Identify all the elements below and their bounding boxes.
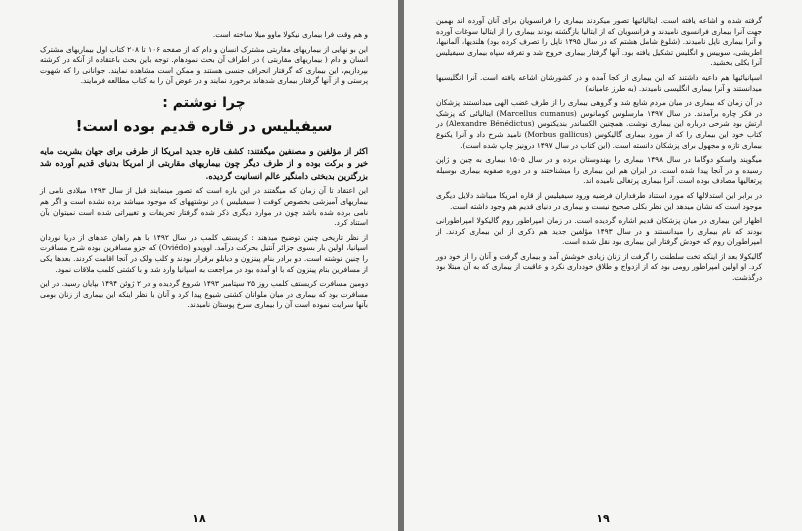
paragraph: این بو نهایی از بیماریهای مقاربتی مشترک انسان و دام که از صفحه ۱۰۶ تا ۲۰۸ کتاب اول بیماریهای مشترک انسان و دام ( بیماریهای مقاربتی ) در اطراف آن بحث نمودهام. توجه باین بحث باعتقاده از آنکه در کرشته بپردازیم، این بیماری که گرفتار انحراف جنسی هستند و ممکن است مشاهده نمایند. جوانانی را که شهوت پرستی و از آنها گرفتار بیماری شدهاند برخورد نمایند و در عوض آن را به کتاب مطالعه فرمایند. — [40, 44, 368, 86]
right-page — [404, 0, 802, 531]
chapter-subtitle: سیفیلیس در قاره قدیم بوده است! — [75, 116, 333, 135]
page-number: ۱۸ — [192, 512, 206, 525]
chapter-title: چرا نوشتم : — [162, 94, 246, 111]
paragraph: گرفته شده و اشاعه یافته است. ایتالیائیها تصور میکردند بیماری را فرانسویان برای آنان آورده اند بهمین جهت آنرا بیماری فرانسوی نامیدند و فرانسویان که از ایتالیا بازگشته بودند بیماری را از ایتالیا سوغات آورده و آنرا بیماری ناپل نامیدند. (شلوغ شامل هشتم که در سال ۱۴۹۵ ناپل را تصرف کرده بود) هلندیها، آلمانیها، اطریشی، سوییس و انگلیس تشکیل یافته بود. آنها گرفتار بیماری خروج شد و تفرقه سپاه بیماری سیفیلیس آنرا بکلی بخشید. — [436, 16, 762, 68]
paragraph: در برابر این استدلالها که مورد استناد طرفداران فرضیه ورود سیفیلیس از قاره امریکا میباشد دلایل دیگری موجود است که نشان میدهد این نظر بکلی صحیح نیست و بیماری در دنیای قدیم هم وجود داشته است. — [436, 190, 762, 211]
left-page — [0, 0, 398, 531]
page-number: ۱۹ — [596, 512, 610, 525]
paragraph: این اعتقاد تا آن زمان که میگفتند در این باره است که تصور مینمایند قبل از سال ۱۴۹۳ میلادی نامی از بیماریهای آمیزشی بخصوص کوفت ( سیفیلیس ) در نوشتههای که موجود میباشد برده نشده است و اگر هم نامی برده شده باشد چون در موارد دیگری ذکر شده گرفتار تحریفات و تغییراتی شده است نمیتوان بآن استناد کرد. — [40, 186, 368, 228]
paragraph: گالیکولا بعد از اینکه تخت سلطنت را گرفت از زنان زیادی خوشش آمد و بیماری گرفت و آنان را از خود دور کرد. او اولین امپراطور رومی بود که از ازدواج و طلاق خودداری نکرد و عاقبت از بیماری که به آن مبتلا بود درگذشت. — [436, 251, 762, 283]
intro-bold-paragraph: اکثر از مؤلفین و مصنفین میگفتند: کشف قاره جدید امریکا از طرفی برای جهان بشریت مایه خیر و برکت بوده و از طرف دیگر چون بیماریهای مقاربتی از امریکا بدنیای قدیم آورده شد بزرگترین بدبختی دامنگیر عالم انسانیت گردیده. — [40, 145, 368, 181]
paragraph: میگویند واسکو دوگاما در سال ۱۴۹۸ بیماری را بهندوستان برده و در سال ۱۵۰۵ بیماری به چین و ژاپن رسیده و در آنجا پیدا شده است. در ایران هم این بیماری را میشناختند و در دوره صفویه بیماری بوسیله پرتغالیها مصادف بوده است. آنرا بیماری پرتغالی نامیده اند. — [436, 155, 763, 186]
paragraph: اظهار این بیماری در میان پزشکان قدیم اشاره گردیده است. در زمان امپراطور روم گالیکولا امپراطورانی بودند که نام بیماری را میدانستند و در سال ۱۴۹۳ مؤلفین جدید هم ذکری از این بیماری کردند. از امپراطوران روم که خودش گرفتار این بیماری بود نقل شده است. — [436, 216, 762, 247]
top-lines: و هم وقت فرا بیماری نیکولا ماوو میلا ساخته است. — [212, 30, 368, 39]
paragraph: از نظر تاریخی چنین توضیح میدهند : کریستف کلمب در سال ۱۴۹۲ با هم راهان عدهای از دریا نوردان اسپانیا، اولین بار بسوی جزائر آنتیل بحرکت درآمد. اوویدو (Oviédo) که جزو مسافرین بوده شرح مسافرت را چنین نوشته است. دو برادر بنام پینزون و دیابلو برقرار بودند و کلب ولک در آنجا اقامت کردند. بعدها یکی از مسافرین بنام پینزون که با او آمده بود در مراجعت به اسپانیا وارد شد و با کشتی کلمب ملاقات نمود. — [40, 232, 369, 274]
paragraph: اسپانیائیها هم داعیه داشتند که این بیماری از کجا آمده و در کشورشان اشاعه یافته است. آنرا انگلیسیها میدانستند و آنرا بیماری انگلیسی نامیدند. (به طرز عامیانه) — [436, 72, 762, 93]
paragraph: دومین مسافرت کریستف کلمب روز ۲۵ سپتامبر ۱۴۹۳ شروع گردیده و در ۲ ژوئن ۱۴۹۴ بپایان رسید. در این مسافرت بود که بیماری در میان ملوانان کشتی شیوع پیدا کرد و آنان با نظر اینکه این بیماری از زنان بومی بآنها سرایت نموده است آن را بیماری سرخ پوستان نامیدند. — [40, 279, 368, 310]
paragraph: در آن زمان که بیماری در میان مردم شایع شد و گروهی بیماری را از طرف غضب الهی میدانستند پزشکان در فکر چاره برآمدند. در سال ۱۴۹۷ مارسلوس کومانوس (Marcellus cumanus) ایتالیائی که پزشک ارتش بود شرحی درباره این بیماری نوشت. همچنین الکساندر بندیکتوس (Alexandre Bénédictus) در کتاب خود این بیماری را که از مورد بیماری گالیکوس (Morbus gallicus) نامید شرح داد و آنرا یکنوع بیماری تازه و مجهول برای پزشکان دانسته است. (این کتاب در سال ۱۴۹۷ درونیز چاپ شده است). — [436, 98, 763, 150]
